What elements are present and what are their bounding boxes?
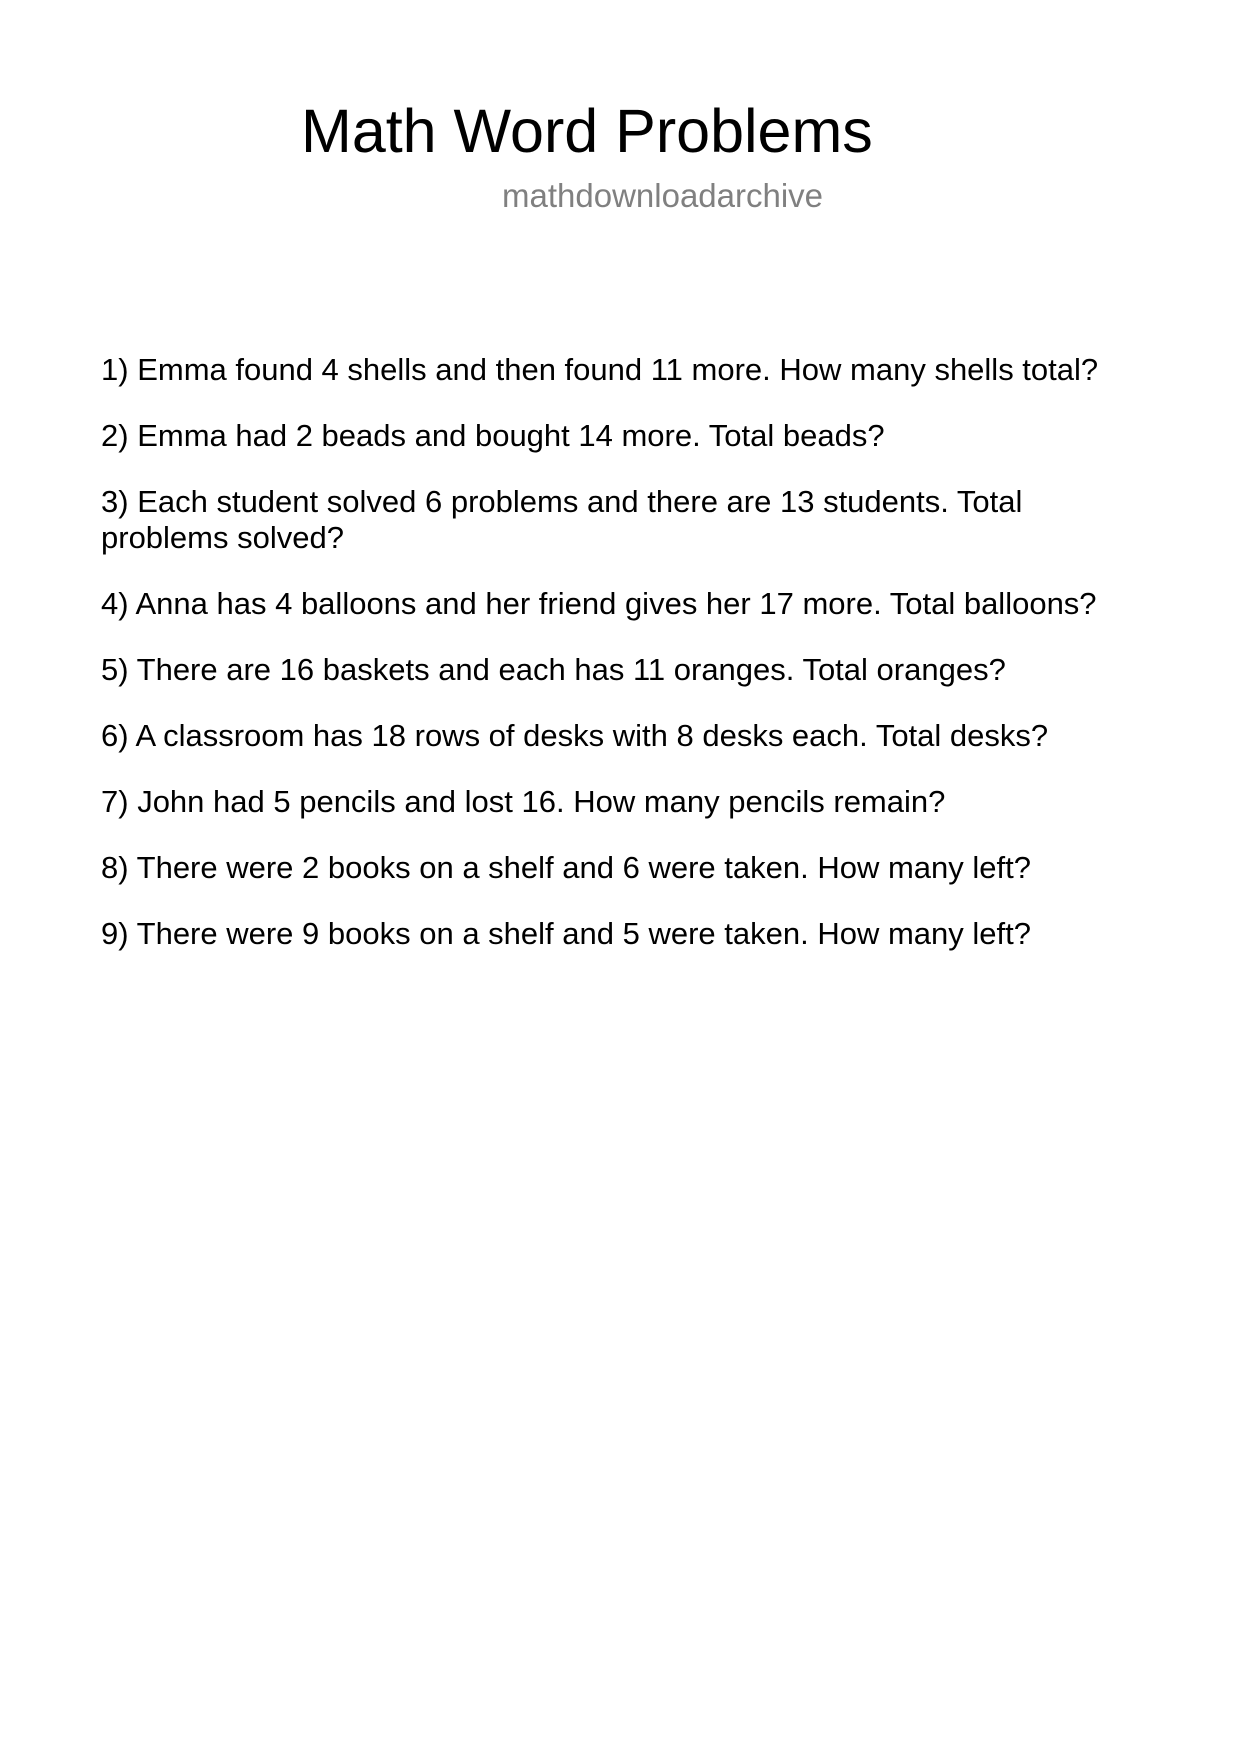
problem-number: 4 ) bbox=[101, 586, 135, 621]
problem-text: Each student solved 6 problems and there are 13 students. Total problems solved? bbox=[101, 484, 1023, 555]
problem-item-5 bbox=[101, 652, 1146, 688]
problem-number: 8 ) bbox=[101, 850, 137, 885]
problem-text: There were 9 books on a shelf and 5 were taken. How many left? bbox=[136, 916, 1031, 951]
problem-text: There are 16 baskets and each has 11 oranges. Total oranges? bbox=[136, 652, 1006, 687]
problem-number: 9 ) bbox=[101, 916, 137, 951]
problem-number: 3 ) bbox=[101, 484, 137, 519]
problem-item-1 bbox=[101, 352, 1146, 388]
problem-text: Anna has 4 balloons and her friend gives her 17 more. Total balloons? bbox=[135, 586, 1097, 621]
problem-item-9 bbox=[101, 916, 1146, 952]
problem-number: 1 ) bbox=[101, 352, 137, 387]
problem-item-6 bbox=[101, 718, 1146, 754]
problem-text: John had 5 pencils and lost 16. How many pencils remain? bbox=[137, 784, 946, 819]
problem-text: A classroom has 18 rows of desks with 8 desks each. Total desks? bbox=[135, 718, 1049, 753]
problem-item-2 bbox=[101, 418, 1146, 454]
problem-number: 2 ) bbox=[101, 418, 137, 453]
problem-item-7 bbox=[101, 784, 1146, 820]
page-subtitle: mathdownloadarchive bbox=[502, 177, 824, 214]
problem-item-4 bbox=[101, 586, 1146, 622]
page-title: Math Word Problems bbox=[301, 97, 873, 165]
problem-text: Emma found 4 shells and then found 11 more. How many shells total? bbox=[137, 352, 1099, 387]
problem-item-3 bbox=[101, 484, 1146, 556]
problem-text: There were 2 books on a shelf and 6 were taken. How many left? bbox=[136, 850, 1031, 885]
problem-item-8 bbox=[101, 850, 1146, 886]
problem-text: Emma had 2 beads and bought 14 more. Total beads? bbox=[137, 418, 885, 453]
problem-number: 7 ) bbox=[101, 784, 137, 819]
problem-number: 6 ) bbox=[101, 718, 135, 753]
problem-list bbox=[101, 352, 1146, 982]
problem-number: 5 ) bbox=[101, 652, 137, 687]
